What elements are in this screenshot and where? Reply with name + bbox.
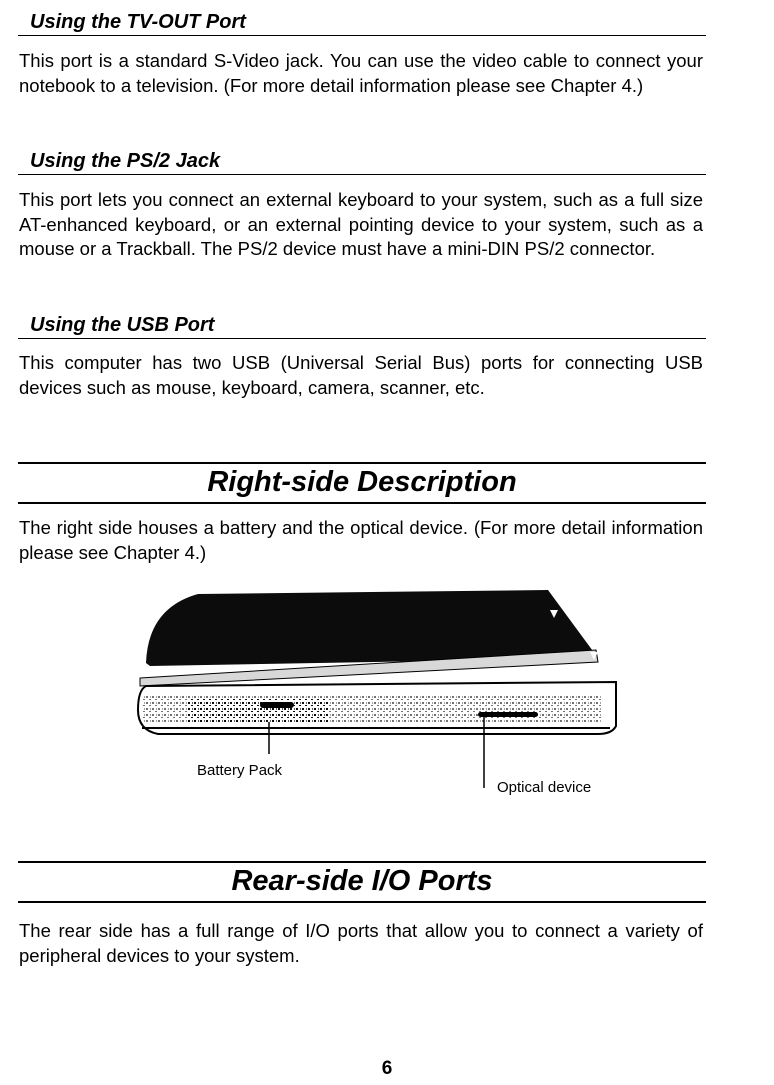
heading-text: Using the TV-OUT Port	[30, 11, 246, 33]
section-heading-usb	[18, 310, 706, 339]
tv-out-paragraph: This port is a standard S-Video jack. You can use the video cable to connect your notebook to a television. (For more detail information please see Chapter 4.)	[19, 50, 703, 96]
notebook-right-side-figure	[128, 588, 628, 803]
rear-side-paragraph: The rear side has a full range of I/O ports that allow you to connect a variety of peripheral devices to your system.	[19, 920, 703, 966]
right-side-heading	[18, 462, 706, 504]
section-heading-ps2	[18, 146, 706, 175]
rear-side-heading	[18, 861, 706, 903]
section-heading-tv-out	[18, 7, 706, 36]
ps2-paragraph: This port lets you connect an external keyboard to your system, such as a full size AT-enhanced keyboard, or an external pointing device to your system, such as a mouse or a Trackball. The PS/2 device must have a mini-DIN PS/2 connector.	[19, 189, 703, 259]
right-side-paragraph: The right side houses a battery and the optical device. (For more detail information please see Chapter 4.)	[19, 517, 703, 563]
battery-pack-label: Battery Pack	[197, 762, 283, 779]
heading-text: Right-side Description	[207, 466, 517, 498]
page-number: 6	[381, 1058, 393, 1079]
optical-device-label: Optical device	[497, 779, 592, 796]
heading-text: Using the PS/2 Jack	[30, 150, 221, 172]
heading-text: Rear-side I/O Ports	[231, 865, 493, 897]
heading-text: Using the USB Port	[30, 314, 215, 336]
usb-paragraph: This computer has two USB (Universal Serial Bus) ports for connecting USB devices such as mouse, keyboard, camera, scanner, etc.	[19, 352, 703, 398]
